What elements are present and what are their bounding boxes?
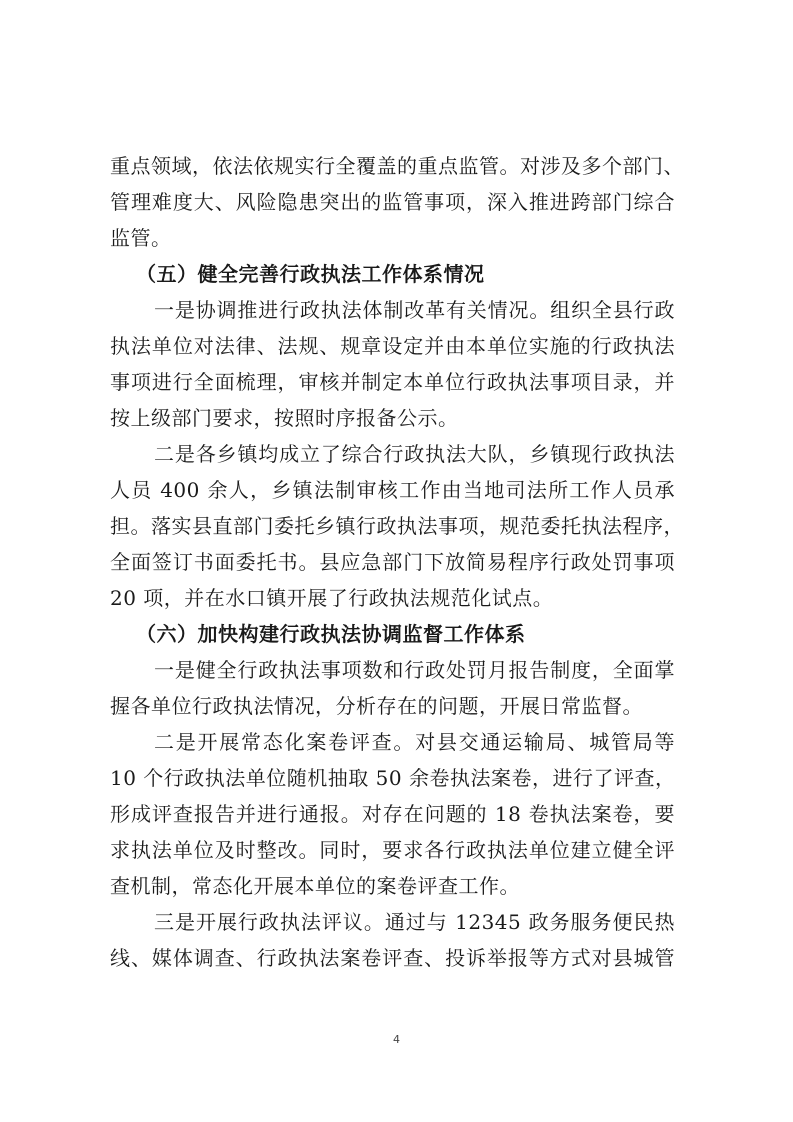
text-line: 重点领域，依法依规实行全覆盖的重点监管。对涉及多个部门、 — [110, 154, 684, 178]
text-line: 监管。 — [110, 226, 172, 250]
text-line: 二是各乡镇均成立了综合行政执法大队，乡镇现行政执法 — [154, 442, 675, 466]
text-line: 三是开展行政执法评议。通过与 12345 政务服务便民热 — [154, 910, 675, 934]
text-line: 按上级部门要求，按照时序报备公示。 — [110, 406, 459, 430]
page-number: 4 — [393, 1033, 400, 1046]
text-line: 人员 400 余人，乡镇法制审核工作由当地司法所工作人员承 — [110, 478, 675, 502]
text-line: 10 个行政执法单位随机抽取 50 余卷执法案卷，进行了评查， — [110, 766, 676, 790]
text-line: 握各单位行政执法情况，分析存在的问题，开展日常监督。 — [110, 694, 643, 718]
text-line: 一是健全行政执法事项数和行政处罚月报告制度，全面掌 — [154, 658, 675, 682]
section-heading: （六）加快构建行政执法协调监督工作体系 — [136, 622, 526, 646]
text-line: 20 项，并在水口镇开展了行政执法规范化试点。 — [110, 586, 554, 610]
text-line: 全面签订书面委托书。县应急部门下放简易程序行政处罚事项 — [110, 550, 675, 574]
text-line: 执法单位对法律、法规、规章设定并由本单位实施的行政执法 — [110, 334, 675, 358]
text-line: 查机制，常态化开展本单位的案卷评查工作。 — [110, 874, 520, 898]
text-line: 一是协调推进行政执法体制改革有关情况。组织全县行政 — [154, 298, 675, 322]
text-line: 形成评查报告并进行通报。对存在问题的 18 卷执法案卷，要 — [110, 802, 675, 826]
document-body — [110, 148, 684, 976]
text-line: 担。落实县直部门委托乡镇行政执法事项，规范委托执法程序， — [110, 514, 684, 538]
text-line: 线、媒体调查、行政执法案卷评查、投诉举报等方式对县城管 — [110, 946, 675, 970]
section-heading: （五）健全完善行政执法工作体系情况 — [136, 262, 485, 286]
text-line: 事项进行全面梳理，审核并制定本单位行政执法事项目录，并 — [110, 370, 675, 394]
text-line: 管理难度大、风险隐患突出的监管事项，深入推进跨部门综合 — [110, 190, 675, 214]
text-line: 求执法单位及时整改。同时，要求各行政执法单位建立健全评 — [110, 838, 675, 862]
text-line: 二是开展常态化案卷评查。对县交通运输局、城管局等 — [154, 730, 675, 754]
